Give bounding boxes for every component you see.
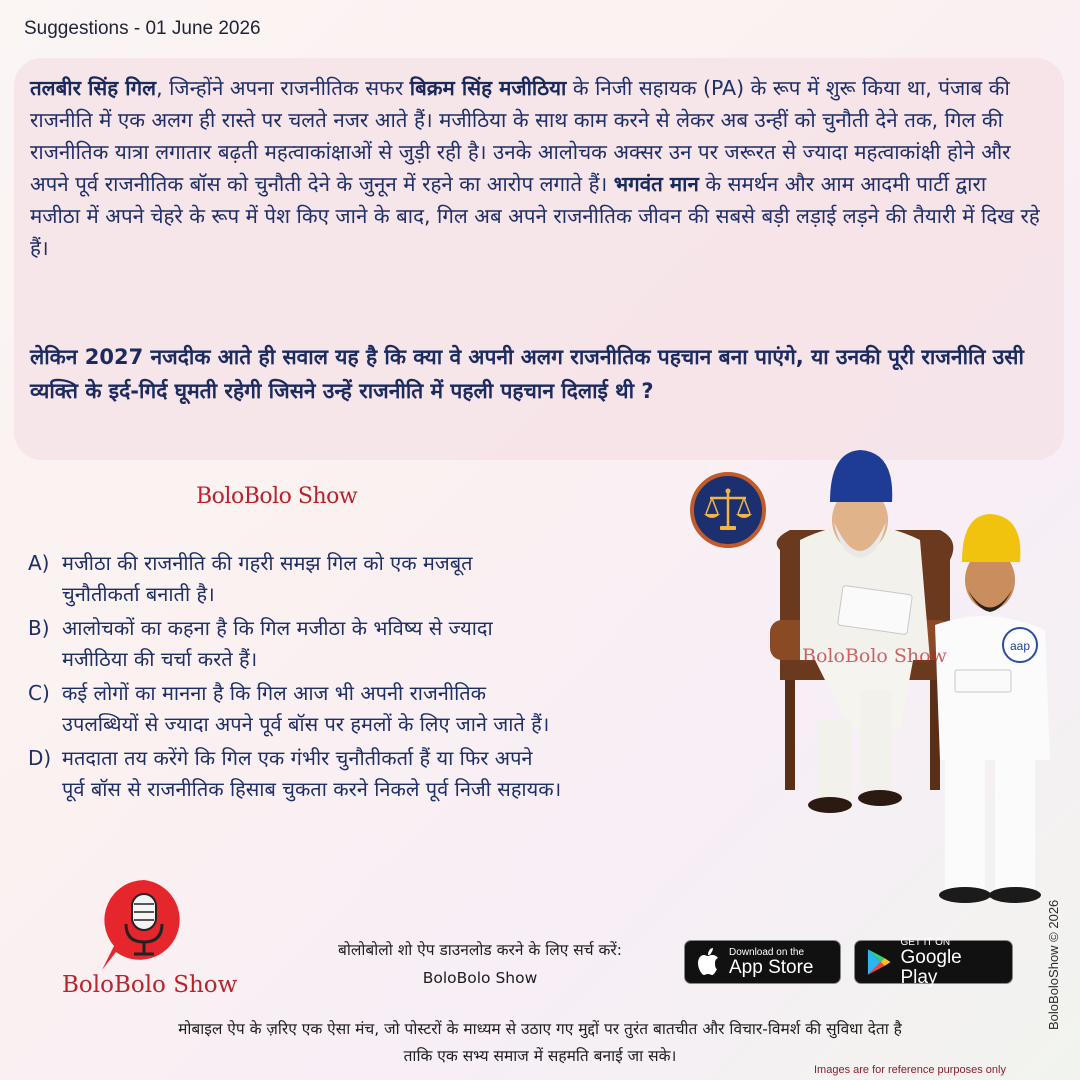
search-term: BoloBolo Show <box>422 969 538 987</box>
option-text-cont: मजीठिया की चर्चा करते हैं। <box>62 647 258 671</box>
brand-name-bottom: BoloBolo Show <box>62 972 238 998</box>
name-majithia: बिक्रम सिंह मजीठिया <box>409 76 567 100</box>
footer-text <box>30 1016 1050 1070</box>
footer-line-2: ताकि एक सभ्य समाज में सहमति बनाई जा सके। <box>403 1047 677 1065</box>
googleplay-big-text: Google Play <box>900 946 962 988</box>
option-letter: C) <box>28 681 50 705</box>
option-b[interactable] <box>28 613 788 675</box>
option-letter: D) <box>28 746 52 770</box>
name-gill: तलबीर सिंह गिल <box>30 76 157 100</box>
option-text: मतदाता तय करेंगे कि गिल एक गंभीर चुनौतीकर्ता हैं या फिर अपने <box>62 746 533 770</box>
option-a[interactable] <box>28 548 788 610</box>
option-letter: A) <box>28 551 50 575</box>
google-play-icon <box>865 947 892 977</box>
option-d[interactable] <box>28 743 788 805</box>
microphone-icon <box>96 874 192 974</box>
answer-options <box>28 548 788 808</box>
googleplay-small-text: GET IT ON <box>900 936 951 948</box>
appstore-big-text: App Store <box>729 956 814 978</box>
intro-text-3: के समर्थन और आम आदमी पार्टी द्वारा मजीठा में अपने चेहरे के रूप में पेश किए जाने के बाद, गिल अब अपने राजनीतिक जीवन की सबसे बड़ी लड़ाई लड़ने की तैयारी में दिख रहे हैं। <box>30 172 1040 260</box>
image-watermark: BoloBolo Show <box>802 645 947 667</box>
option-text: आलोचकों का कहना है कि गिल मजीठा के भविष्य से ज्यादा <box>62 616 493 640</box>
option-letter: B) <box>28 616 50 640</box>
date-label: Suggestions - 01 June 2026 <box>24 18 261 39</box>
google-play-button[interactable] <box>854 936 1013 988</box>
aap-logo: aap <box>1009 639 1031 653</box>
option-text: कई लोगों का मानना है कि गिल आज भी अपनी राजनीतिक <box>62 681 487 705</box>
disclaimer-text: Images are for reference purposes only <box>814 1064 1006 1076</box>
appstore-small-text: Download on the <box>729 946 805 958</box>
intro-text-2: के निजी सहायक (PA) के रूप में शुरू किया था, पंजाब की राजनीति में एक अलग ही रास्ते पर चलते नजर आते हैं। मजीठिया के साथ काम करने से लेकर अब उन्हीं को चुनौती देने तक, गिल की राजनीतिक यात्रा लगातार बढ़ती महत्वाकांक्षाओं से जुड़ी रही है। उनके आलोचक अक्सर उन पर जरूरत से ज्यादा महत्वाकांक्षी होने और अपने पूर्व राजनीतिक बॉस को चुनौती देने के जुनून में रहने का आरोप लगाते हैं। <box>30 76 1011 196</box>
footer-line-1: मोबाइल ऐप के ज़रिए एक ऐसा मंच, जो पोस्टरों के माध्यम से उठाए गए मुद्दों पर तुरंत बातचीत और विचार-विमर्श की सुविधा देता है <box>178 1020 902 1038</box>
option-text-cont: चुनौतीकर्ता बनाती है। <box>62 582 215 606</box>
intro-paragraph <box>30 72 1040 264</box>
brand-name: BoloBolo Show <box>196 484 358 509</box>
name-mann: भगवंत मान <box>613 172 699 196</box>
option-text-cont: पूर्व बॉस से राजनीतिक हिसाब चुकता करने निकले पूर्व निजी सहायक। <box>62 777 562 801</box>
option-text: मजीठा की राजनीति की गहरी समझ गिल को एक मजबूत <box>62 551 473 575</box>
search-hint-text: बोलोबोलो शो ऐप डाउनलोड करने के लिए सर्च करें: <box>338 941 622 959</box>
question-text: लेकिन 2027 नजदीक आते ही सवाल यह है कि क्या वे अपनी अलग राजनीतिक पहचान बना पाएंगे, या उनकी पूरी राजनीति उसी व्यक्ति के इर्द-गिर्द घूमती रहेगी जिसने उन्हें राजनीति में पहली पहचान दिलाई थी ? <box>30 345 1024 403</box>
apple-icon <box>695 947 721 977</box>
option-text-cont: उपलब्धियों से ज्यादा अपने पूर्व बॉस पर हमलों के लिए जाने जाते हैं। <box>62 712 550 736</box>
copyright-text: BoloBoloShow © 2026 <box>1046 899 1061 1030</box>
politicians-illustration <box>740 430 1070 930</box>
option-c[interactable] <box>28 678 788 740</box>
intro-text-1: , जिन्होंने अपना राजनीतिक सफर <box>156 76 410 100</box>
download-hint <box>270 936 690 992</box>
app-store-button[interactable] <box>684 940 841 984</box>
